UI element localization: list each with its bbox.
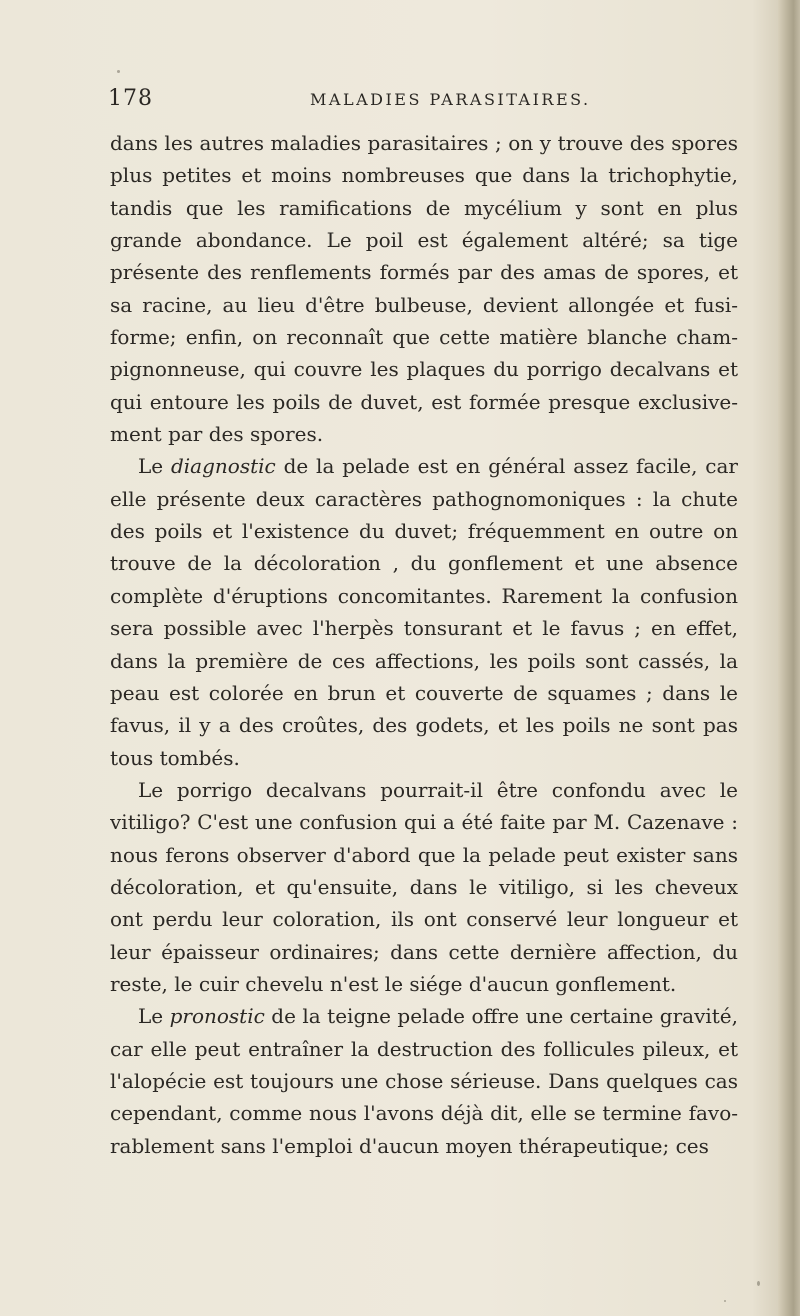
text-line: car elle peut entraîner la destruction des follicules pileux, et [110,1036,738,1061]
paper-speck [757,1281,760,1286]
paper-speck [117,70,120,73]
text-line: Le porrigo decalvans pourrait-il être confondu avec le [138,777,738,802]
text-line: trouve de la décoloration , du gonflement et une absence [110,551,738,576]
text-line: pignonneuse, qui couvre les plaques du porrigo decalvans et [110,357,738,382]
text-line: sa racine, au lieu d'être bulbeuse, devient allongée et fusi- [110,292,738,317]
text-line: elle présente deux caractères pathognomoniques : la chute [110,486,738,511]
text-line [110,450,738,482]
text-line: complète d'éruptions concomitantes. Rarement la confusion [110,583,738,608]
text-line: tous tombés. [110,745,240,770]
text-line: cependant, comme nous l'avons déjà dit, elle se termine favo- [110,1101,738,1126]
text-line: des poils et l'existence du duvet; fréquemment en outre on [110,519,738,544]
italic-term: diagnostic [170,454,276,479]
paper-speck [724,1300,726,1302]
text-line: vitiligo? C'est une confusion qui a été faite par M. Cazenave : [110,810,738,835]
text-line: reste, le cuir chevelu n'est le siége d'aucun gonflement. [110,971,677,996]
body-text [110,127,738,1162]
line-rest: de la teigne pelade offre une certaine gravité, [264,1004,738,1029]
text-line: sera possible avec l'herpès tonsurant et le favus ; en effet, [110,616,738,641]
page-binding-edge [778,0,800,1316]
text-line: favus, il y a des croûtes, des godets, et les poils ne sont pas [110,713,738,738]
text-line: présente des renflements formés par des amas de spores, et [110,260,738,285]
text-line: rablement sans l'emploi d'aucun moyen thérapeutique; ces [110,1133,709,1158]
text-line: plus petites et moins nombreuses que dans la trichophytie, [110,163,738,188]
text-line: ment par des spores. [110,422,324,447]
text-line: forme; enfin, on reconnaît que cette matière blanche cham- [110,325,738,350]
text-line: dans les autres maladies parasitaires ; on y trouve des spores [110,131,738,155]
page-number: 178 [108,86,153,111]
text-line [110,1000,738,1032]
text-line: l'alopécie est toujours une chose sérieuse. Dans quelques cas [110,1068,738,1093]
text-line: grande abondance. Le poil est également altéré; sa tige [110,228,738,253]
text-line: ont perdu leur coloration, ils ont conservé leur longueur et [110,907,738,932]
page-header [108,86,668,116]
line-prefix: Le [138,454,171,479]
text-line: nous ferons observer d'abord que la pelade peut exister sans [110,842,738,867]
line-rest: de la pelade est en général assez facile, car [275,454,738,479]
text-line: dans la première de ces affections, les poils sont cassés, la [110,648,738,673]
text-line: décoloration, et qu'ensuite, dans le vitiligo, si les cheveux [110,874,738,899]
text-line: qui entoure les poils de duvet, est formée presque exclusive- [110,389,738,414]
text-line: peau est colorée en brun et couverte de squames ; dans le [110,680,738,705]
text-line: leur épaisseur ordinaires; dans cette dernière affection, du [110,939,738,964]
running-head: MALADIES PARASITAIRES. [310,90,591,109]
text-line: tandis que les ramifications de mycélium y sont en plus [110,195,738,220]
italic-term: pronostic [169,1004,265,1029]
line-prefix: Le [138,1004,170,1029]
